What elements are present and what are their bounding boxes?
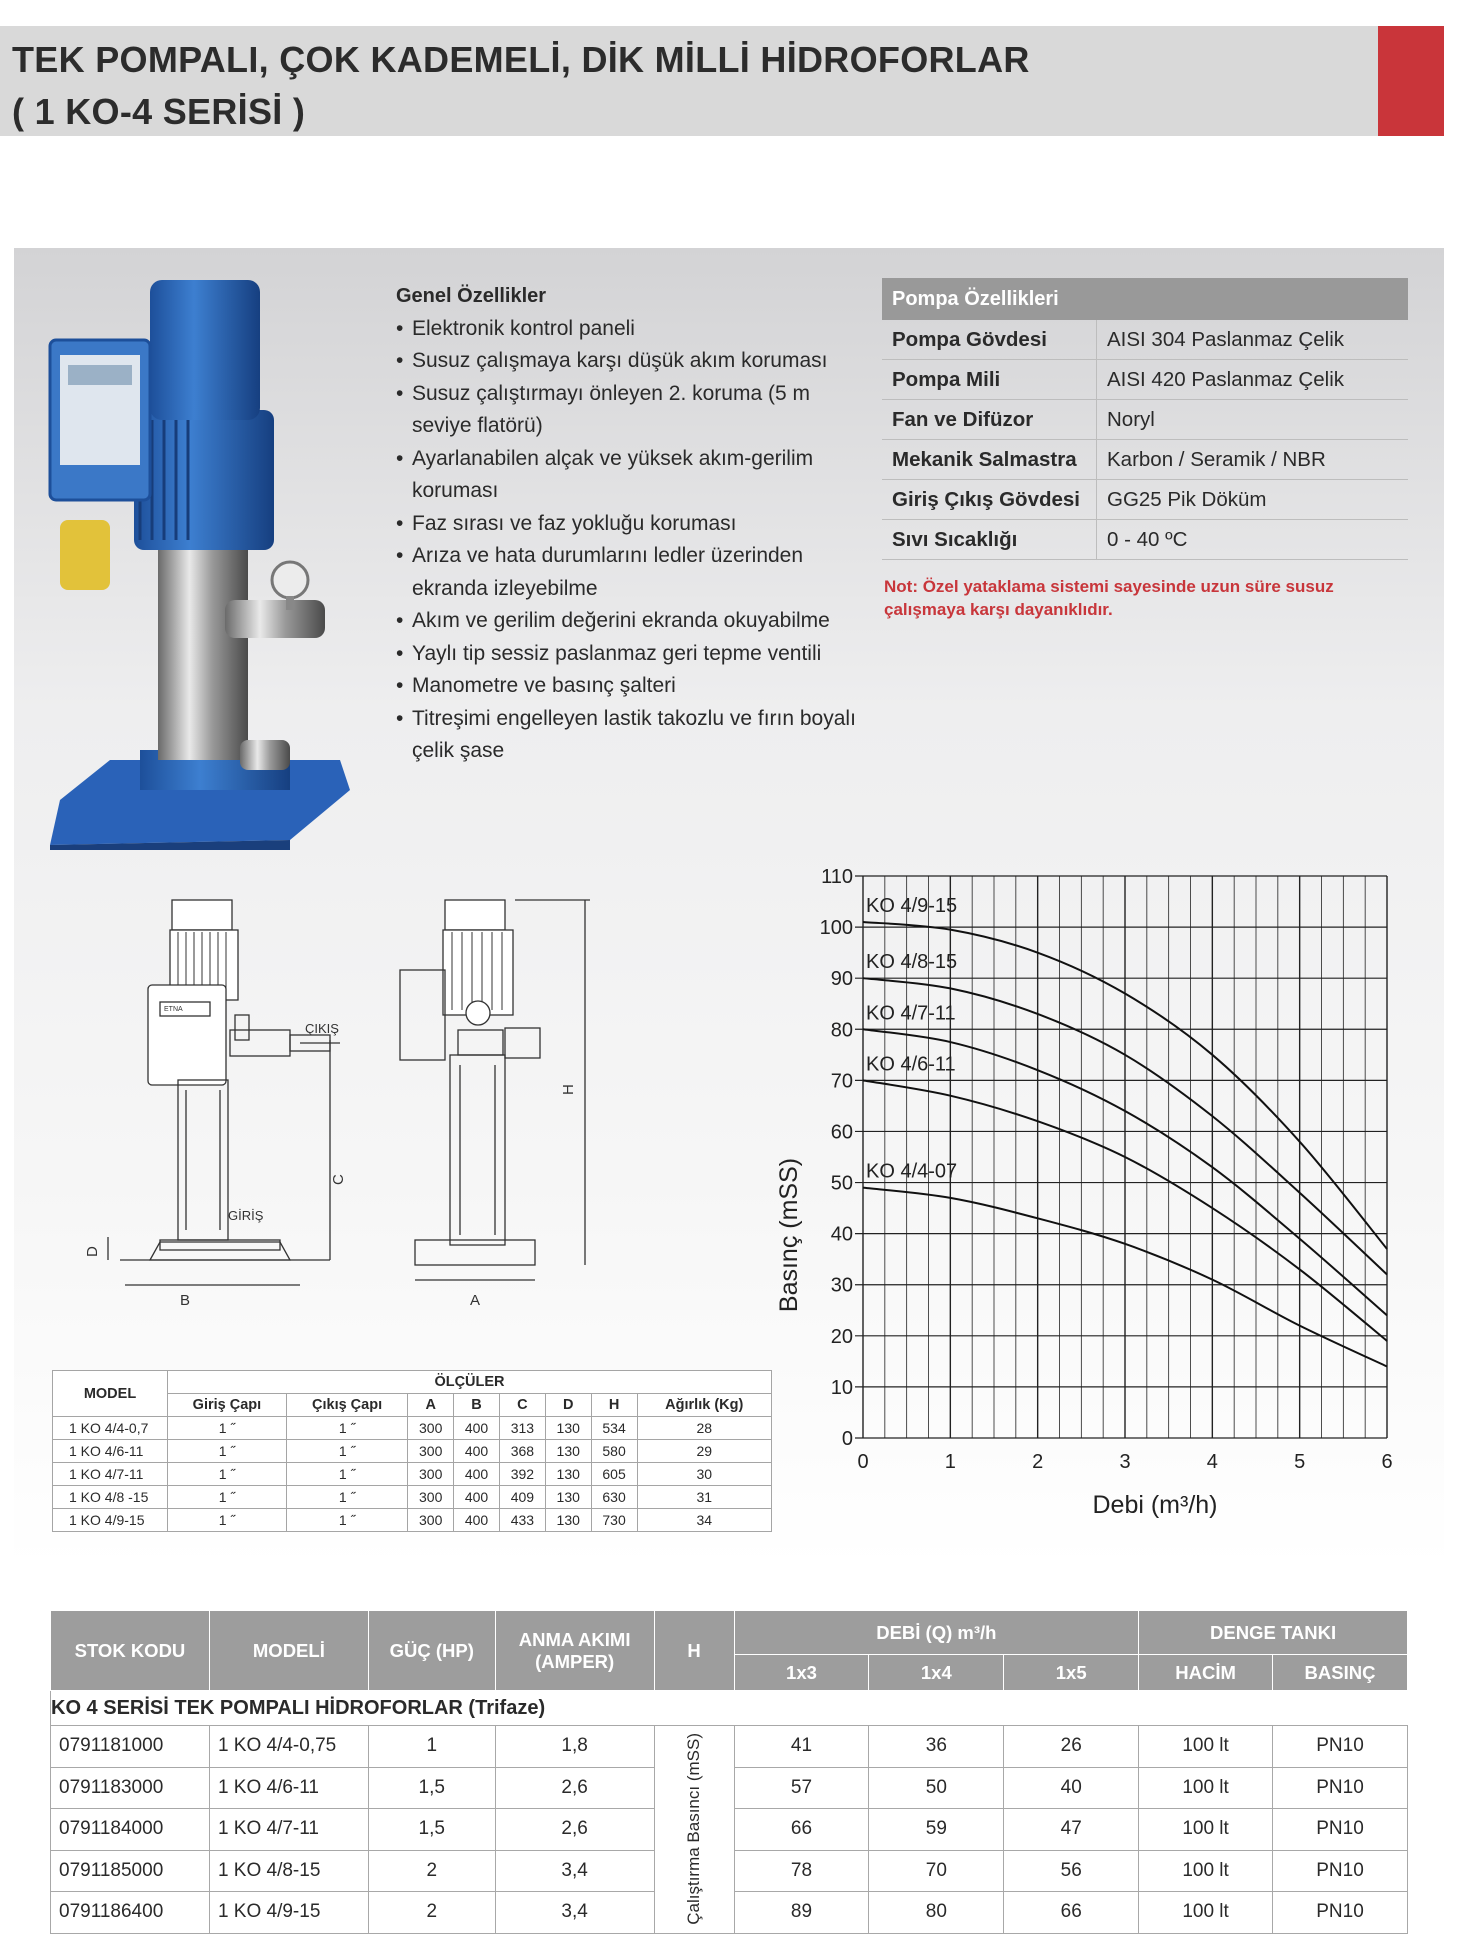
cell-q: 70: [869, 1850, 1004, 1892]
col-h: H: [654, 1611, 734, 1691]
technical-drawing: [60, 880, 680, 1320]
y-tick-label: 40: [830, 1223, 853, 1246]
dims-cell: 1 ˝: [286, 1440, 407, 1463]
dims-cell: 400: [454, 1509, 500, 1532]
x-tick-label: 2: [1032, 1451, 1044, 1473]
spec-row: [882, 480, 1408, 520]
cell-q: 36: [869, 1726, 1004, 1768]
cell-basinc: PN10: [1273, 1892, 1408, 1934]
dims-cell: 409: [499, 1486, 545, 1509]
feature-item: • Elektronik kontrol paneli: [396, 313, 866, 346]
dims-col-header: H: [591, 1394, 637, 1417]
cell-q: 50: [869, 1767, 1004, 1809]
cell-q: 89: [734, 1892, 869, 1934]
features-title: Genel Özellikler: [396, 285, 547, 307]
cell-q: 57: [734, 1767, 869, 1809]
cell-q: 41: [734, 1726, 869, 1768]
series-label: KO 4/8-15: [866, 951, 958, 974]
dims-cell: 1 KO 4/9-15: [53, 1509, 168, 1532]
series-label: KO 4/9-15: [866, 894, 958, 917]
dims-cell: 300: [408, 1486, 454, 1509]
spec-note: Not: Özel yataklama sistemi sayesinde uzun süre susuz çalışmaya karşı dayanıklıdır.: [884, 577, 1334, 619]
dims-cell: 300: [408, 1440, 454, 1463]
dim-label-b: B: [180, 1292, 191, 1309]
cell-hacim: 100 lt: [1139, 1726, 1273, 1768]
cell-model: 1 KO 4/9-15: [209, 1892, 368, 1934]
cell-h-label: [654, 1726, 734, 1934]
chart-ylabel: Basınç (mSS): [775, 1157, 803, 1313]
cell-akim: 2,6: [495, 1767, 654, 1809]
cell-kod: 0791185000: [51, 1850, 210, 1892]
cell-akim: 3,4: [495, 1850, 654, 1892]
dims-cell: 1 ˝: [286, 1486, 407, 1509]
dims-cell: 130: [545, 1486, 591, 1509]
dims-cell: 130: [545, 1509, 591, 1532]
series-label: KO 4/6-11: [866, 1053, 956, 1076]
dims-cell: 1 ˝: [286, 1417, 407, 1440]
dims-cell: 605: [591, 1463, 637, 1486]
feature-item: • Yaylı tip sessiz paslanmaz geri tepme ventili: [396, 638, 866, 671]
dims-cell: 28: [637, 1417, 772, 1440]
spec-value: AISI 304 Paslanmaz Çelik: [1097, 320, 1409, 360]
features-list: [396, 313, 866, 768]
col-denge-tanki: DENGE TANKI: [1139, 1611, 1408, 1655]
dims-col-header: Ağırlık (Kg): [637, 1394, 772, 1417]
cell-hacim: 100 lt: [1139, 1809, 1273, 1851]
cell-q: 47: [1004, 1809, 1139, 1851]
feature-item: • Titreşimi engelleyen lastik takozlu ve fırın boyalı çelik şase: [396, 703, 866, 768]
dims-cell: 313: [499, 1417, 545, 1440]
dims-cell: 1 ˝: [168, 1417, 287, 1440]
spec-key: Sıvı Sıcaklığı: [882, 520, 1097, 560]
dims-cell: 30: [637, 1463, 772, 1486]
dims-cell: 1 ˝: [168, 1509, 287, 1532]
table-row: [53, 1463, 772, 1486]
feature-item: • Arıza ve hata durumlarını ledler üzerinden ekranda izleyebilme: [396, 540, 866, 605]
dims-cell: 392: [499, 1463, 545, 1486]
cell-hacim: 100 lt: [1139, 1767, 1273, 1809]
col-debi-1x3: 1x3: [734, 1655, 869, 1691]
dims-cell: 400: [454, 1463, 500, 1486]
y-tick-label: 0: [841, 1428, 853, 1450]
dims-col-header: Çıkış Çapı: [286, 1394, 407, 1417]
cell-basinc: PN10: [1273, 1767, 1408, 1809]
cell-q: 59: [869, 1809, 1004, 1851]
x-tick-label: 6: [1381, 1451, 1393, 1473]
spec-key: Fan ve Difüzor: [882, 400, 1097, 440]
dims-cell: 400: [454, 1440, 500, 1463]
dims-cell: 1 ˝: [286, 1463, 407, 1486]
cell-q: 40: [1004, 1767, 1139, 1809]
dims-col-header: Giriş Çapı: [168, 1394, 287, 1417]
dim-label-c: C: [330, 1174, 347, 1185]
cell-kod: 0791184000: [51, 1809, 210, 1851]
y-tick-label: 60: [830, 1121, 853, 1144]
dim-label-a: A: [470, 1292, 481, 1309]
spec-key: Mekanik Salmastra: [882, 440, 1097, 480]
spec-value: GG25 Pik Döküm: [1097, 480, 1409, 520]
h-label: Çalıştırma Basıncı (mSS): [684, 1733, 704, 1926]
spec-key: Giriş Çıkış Gövdesi: [882, 480, 1097, 520]
table-row: [53, 1440, 772, 1463]
y-tick-label: 30: [830, 1274, 853, 1297]
y-tick-label: 70: [830, 1070, 853, 1093]
cell-model: 1 KO 4/8-15: [209, 1850, 368, 1892]
performance-chart: [760, 850, 1450, 1530]
cell-akim: 3,4: [495, 1892, 654, 1934]
label-giris: GİRİŞ: [228, 1208, 264, 1223]
title-bar: [0, 26, 1378, 136]
y-tick-label: 100: [819, 917, 853, 940]
panel-brand: ETNA: [164, 1006, 183, 1013]
spec-value: Noryl: [1097, 400, 1409, 440]
cell-basinc: PN10: [1273, 1809, 1408, 1851]
col-modeli: MODELİ: [209, 1611, 368, 1691]
dims-cell: 1 KO 4/6-11: [53, 1440, 168, 1463]
cell-akim: 2,6: [495, 1809, 654, 1851]
dims-cell: 534: [591, 1417, 637, 1440]
cell-model: 1 KO 4/4-0,75: [209, 1726, 368, 1768]
pump-specs-table: [882, 278, 1408, 560]
dims-cell: 400: [454, 1486, 500, 1509]
dims-cell: 300: [408, 1509, 454, 1532]
col-anma-akimi: ANMA AKIMI (AMPER): [495, 1611, 654, 1691]
dims-model-header: MODEL: [53, 1371, 168, 1417]
dims-cell: 29: [637, 1440, 772, 1463]
cell-guc: 1,5: [368, 1809, 495, 1851]
spec-row: [882, 360, 1408, 400]
title-accent-block: [1378, 26, 1444, 136]
dims-col-header: C: [499, 1394, 545, 1417]
feature-item: • Faz sırası ve faz yokluğu koruması: [396, 508, 866, 541]
spec-key: Pompa Gövdesi: [882, 320, 1097, 360]
cell-q: 80: [869, 1892, 1004, 1934]
dims-cell: 130: [545, 1440, 591, 1463]
dims-cell: 300: [408, 1417, 454, 1440]
dims-col-header: A: [408, 1394, 454, 1417]
dim-label-h: H: [560, 1084, 577, 1095]
cell-kod: 0791181000: [51, 1726, 210, 1768]
col-debi-1x4: 1x4: [869, 1655, 1004, 1691]
dims-cell: 400: [454, 1417, 500, 1440]
cell-q: 78: [734, 1850, 869, 1892]
dims-cell: 368: [499, 1440, 545, 1463]
cell-basinc: PN10: [1273, 1850, 1408, 1892]
cell-q: 56: [1004, 1850, 1139, 1892]
dim-label-d: D: [84, 1246, 101, 1257]
dims-cell: 1 KO 4/7-11: [53, 1463, 168, 1486]
stock-table: [50, 1610, 1408, 1934]
cell-hacim: 100 lt: [1139, 1850, 1273, 1892]
cell-basinc: PN10: [1273, 1726, 1408, 1768]
col-debi-1x5: 1x5: [1004, 1655, 1139, 1691]
dims-cell: 34: [637, 1509, 772, 1532]
dims-cell: 130: [545, 1417, 591, 1440]
dims-cell: 1 ˝: [168, 1440, 287, 1463]
series-label: KO 4/4-07: [866, 1160, 958, 1183]
dims-cell: 630: [591, 1486, 637, 1509]
spec-row: [882, 320, 1408, 360]
table-row: [51, 1726, 1408, 1768]
cell-q: 66: [734, 1809, 869, 1851]
cell-akim: 1,8: [495, 1726, 654, 1768]
dimensions-table: [52, 1370, 772, 1532]
x-tick-label: 1: [944, 1451, 956, 1473]
dims-group-header: ÖLÇÜLER: [168, 1371, 772, 1394]
series-label: KO 4/7-11: [866, 1002, 956, 1025]
y-tick-label: 90: [830, 968, 853, 991]
y-tick-label: 10: [830, 1376, 853, 1399]
pump-specs-title: Pompa Özellikleri: [882, 278, 1408, 320]
x-tick-label: 3: [1119, 1451, 1131, 1473]
spec-value: Karbon / Seramik / NBR: [1097, 440, 1409, 480]
feature-item: • Manometre ve basınç şalteri: [396, 670, 866, 703]
chart-xlabel: Debi (m³/h): [1092, 1491, 1218, 1519]
y-tick-label: 110: [821, 866, 853, 888]
dims-cell: 1 ˝: [286, 1509, 407, 1532]
dims-cell: 730: [591, 1509, 637, 1532]
col-stok-kodu: STOK KODU: [51, 1611, 210, 1691]
cell-q: 26: [1004, 1726, 1139, 1768]
spec-value: 0 - 40 ºC: [1097, 520, 1409, 560]
y-tick-label: 50: [830, 1172, 853, 1195]
table-row: [53, 1509, 772, 1532]
pump-photo: [40, 280, 370, 850]
page-title: TEK POMPALI, ÇOK KADEMELİ, DİK MİLLİ HİDROFORLAR ( 1 KO-4 SERİSİ ): [12, 39, 1030, 132]
x-tick-label: 0: [857, 1451, 869, 1473]
cell-guc: 2: [368, 1892, 495, 1934]
dims-cell: 130: [545, 1463, 591, 1486]
y-tick-label: 20: [830, 1325, 853, 1348]
dims-cell: 1 ˝: [168, 1463, 287, 1486]
general-features: [396, 280, 866, 768]
cell-model: 1 KO 4/7-11: [209, 1809, 368, 1851]
dims-col-header: B: [454, 1394, 500, 1417]
feature-item: • Akım ve gerilim değerini ekranda okuyabilme: [396, 605, 866, 638]
cell-guc: 2: [368, 1850, 495, 1892]
col-basinc: BASINÇ: [1273, 1655, 1408, 1691]
dims-cell: 1 KO 4/8 -15: [53, 1486, 168, 1509]
x-tick-label: 4: [1206, 1451, 1218, 1473]
spec-value: AISI 420 Paslanmaz Çelik: [1097, 360, 1409, 400]
dims-cell: 1 KO 4/4-0,7: [53, 1417, 168, 1440]
spec-row: [882, 520, 1408, 560]
table-row: [53, 1486, 772, 1509]
cell-hacim: 100 lt: [1139, 1892, 1273, 1934]
feature-item: • Ayarlanabilen alçak ve yüksek akım-gerilim koruması: [396, 443, 866, 508]
cell-guc: 1,5: [368, 1767, 495, 1809]
x-tick-label: 5: [1294, 1451, 1306, 1473]
cell-q: 66: [1004, 1892, 1139, 1934]
dims-cell: 1 ˝: [168, 1486, 287, 1509]
spec-key: Pompa Mili: [882, 360, 1097, 400]
label-cikis: ÇIKIŞ: [305, 1021, 339, 1036]
table-row: [53, 1417, 772, 1440]
section-title: KO 4 SERİSİ TEK POMPALI HİDROFORLAR (Trifaze): [51, 1691, 1408, 1726]
dims-cell: 433: [499, 1509, 545, 1532]
spec-row: [882, 440, 1408, 480]
dims-cell: 31: [637, 1486, 772, 1509]
cell-model: 1 KO 4/6-11: [209, 1767, 368, 1809]
spec-row: [882, 400, 1408, 440]
cell-kod: 0791186400: [51, 1892, 210, 1934]
col-debi: DEBİ (Q) m³/h: [734, 1611, 1139, 1655]
feature-item: • Susuz çalıştırmayı önleyen 2. koruma (5 m seviye flatörü): [396, 378, 866, 443]
dims-cell: 580: [591, 1440, 637, 1463]
dims-col-header: D: [545, 1394, 591, 1417]
cell-guc: 1: [368, 1726, 495, 1768]
cell-kod: 0791183000: [51, 1767, 210, 1809]
dims-cell: 300: [408, 1463, 454, 1486]
feature-item: • Susuz çalışmaya karşı düşük akım koruması: [396, 345, 866, 378]
y-tick-label: 80: [830, 1019, 853, 1042]
col-hacim: HACİM: [1139, 1655, 1273, 1691]
col-guc: GÜÇ (HP): [368, 1611, 495, 1691]
